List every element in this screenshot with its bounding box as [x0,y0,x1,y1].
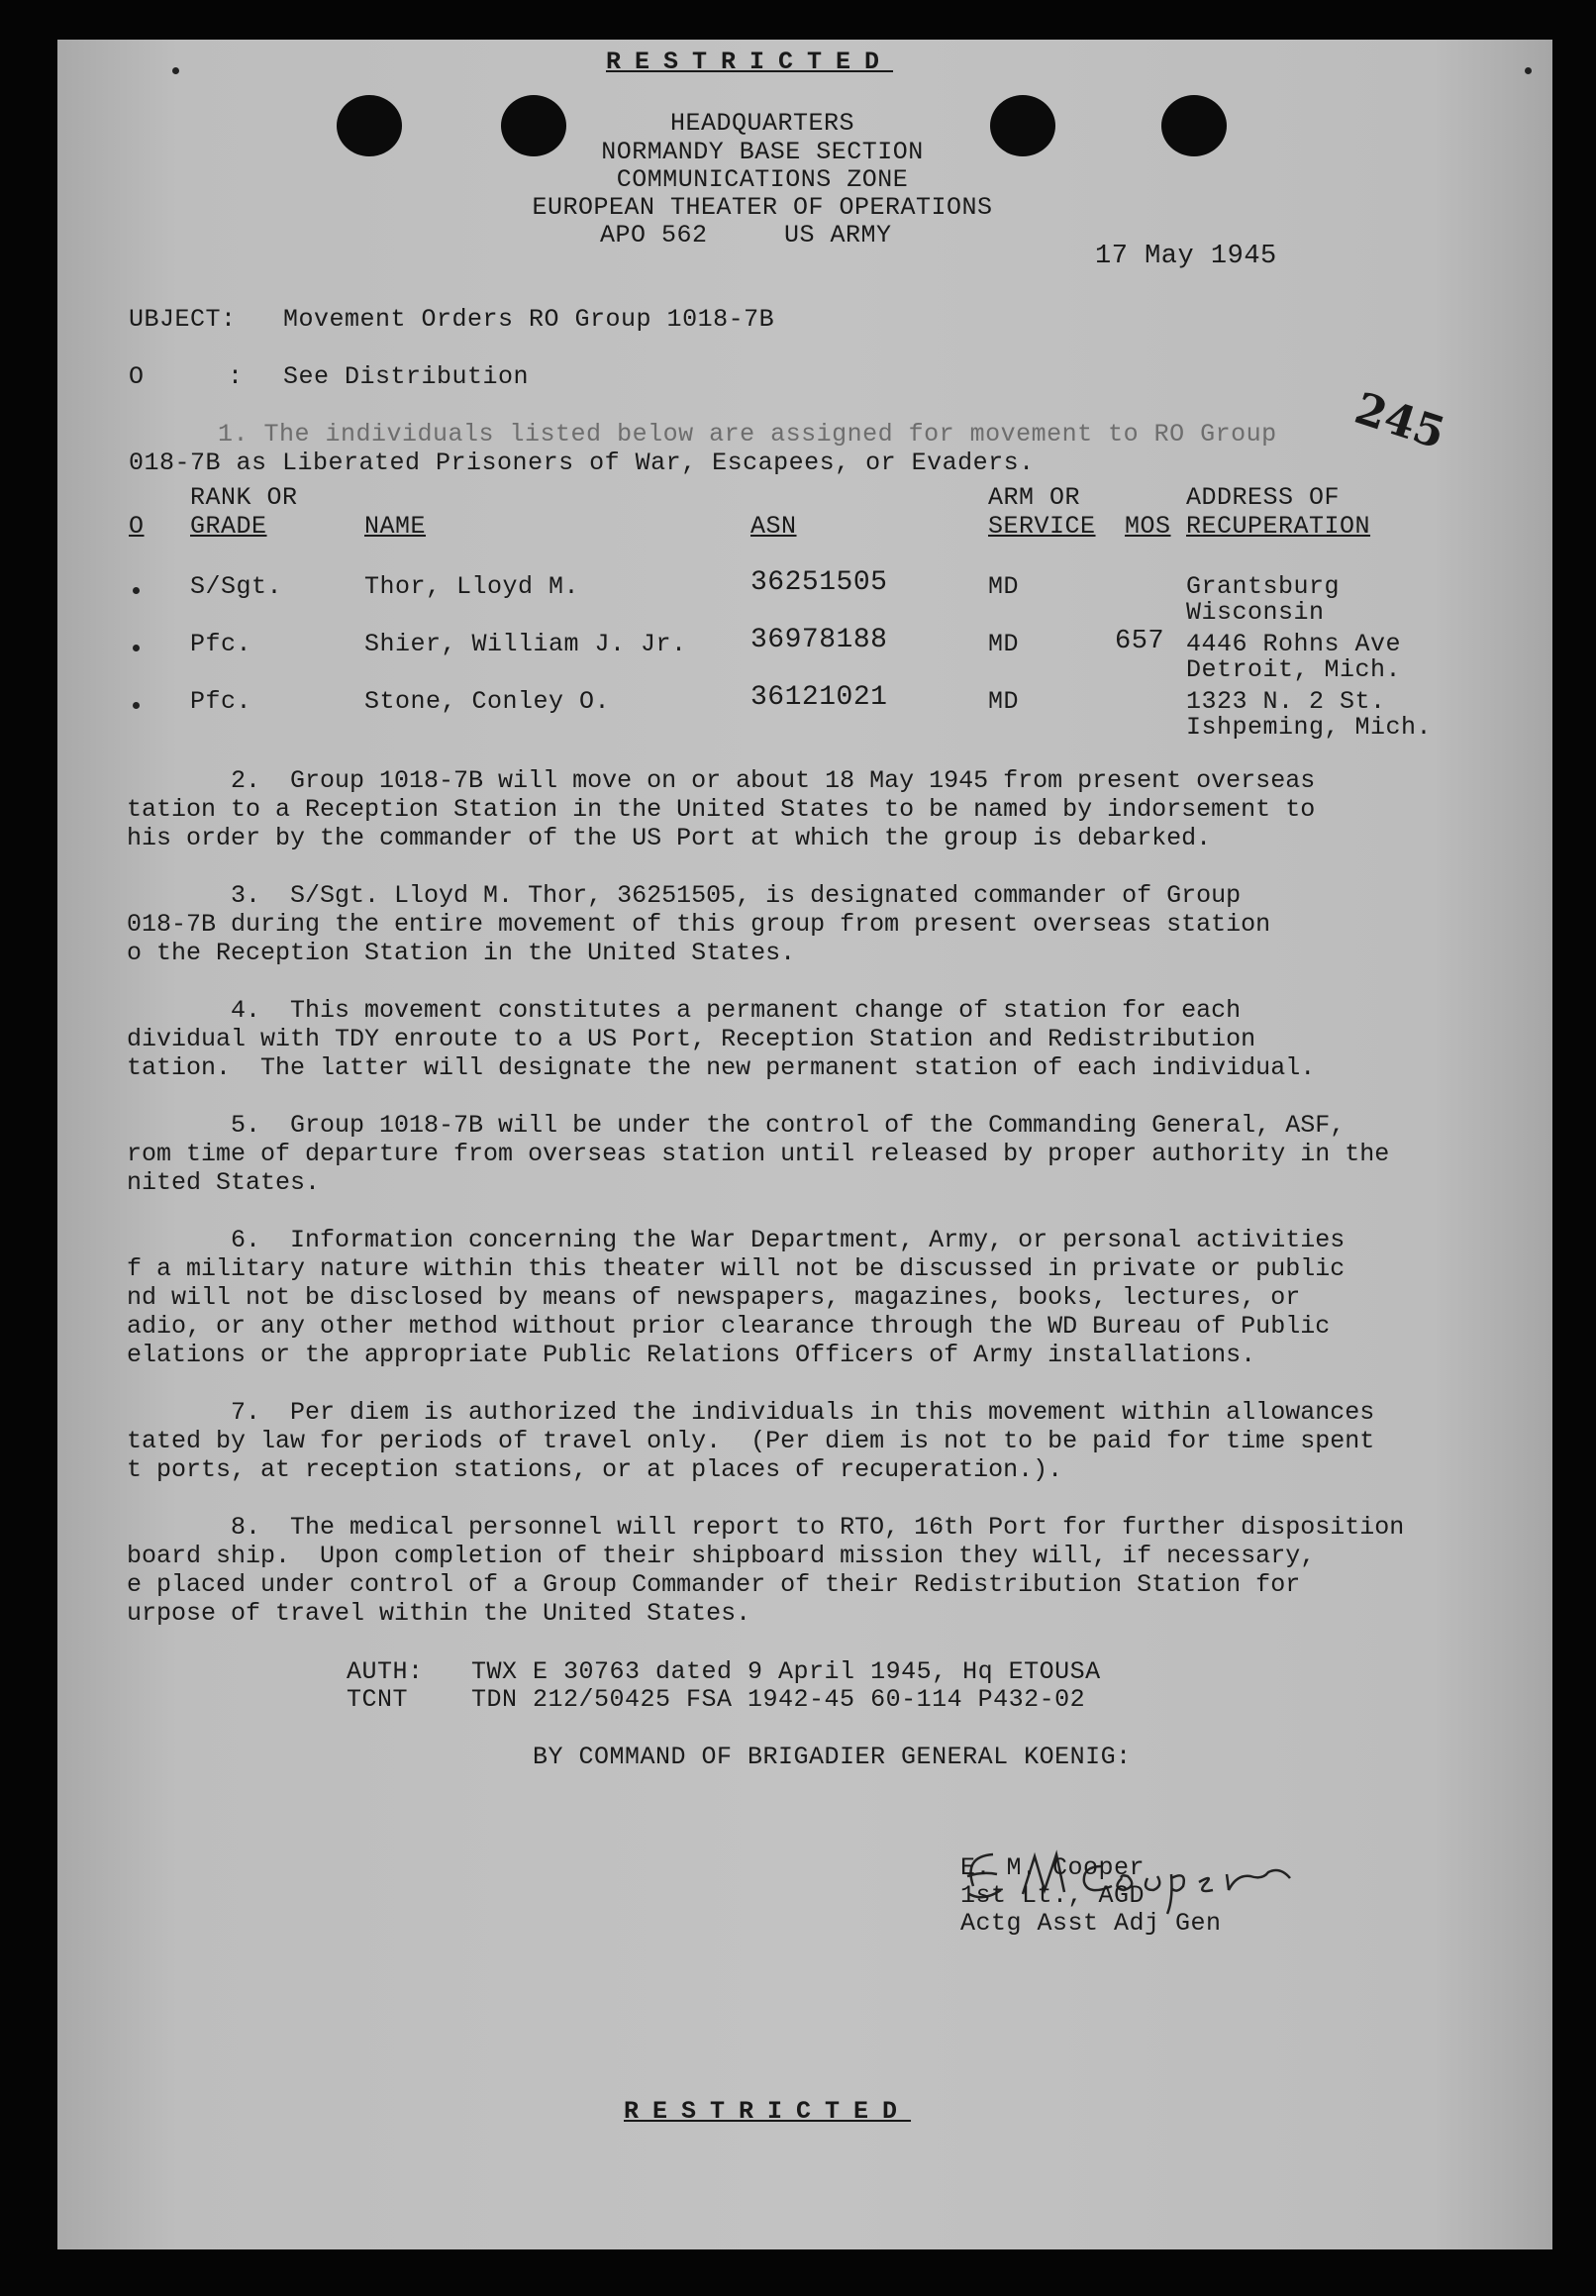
row-bullet [133,587,140,594]
auth-label: AUTH: [347,1657,424,1686]
page-number: 245 [1348,383,1451,459]
staple-mark [1525,67,1532,74]
to-label: O [129,362,145,391]
row-address-line-2: Detroit, Mich. [1186,655,1402,684]
row-asn: 36121021 [750,682,888,713]
paragraph-3: 3. S/Sgt. Lloyd M. Thor, 36251505, is designated commander of Group 018-7B during the entire movement of this group from present overseas station o the Reception Station in the United States. [127,881,1271,967]
header-line: COMMUNICATIONS ZONE [616,165,909,194]
row-rank: S/Sgt. [190,572,283,601]
signature-title: Actg Asst Adj Gen [960,1909,1222,1938]
punch-hole [337,95,402,156]
command-line: BY COMMAND OF BRIGADIER GENERAL KOENIG: [533,1743,1132,1771]
row-bullet [133,645,140,651]
apo-number: APO 562 [600,221,708,250]
col-header-mos: MOS [1125,512,1171,541]
row-address-line-1: 4446 Rohns Ave [1186,630,1402,658]
paragraph-4: 4. This movement constitutes a permanent change of station for each dividual with TDY enroute to a US Port, Reception Station and Redistribution tation. The latter will designate the new permanent station of each individual. [127,996,1316,1082]
subject-text: Movement Orders RO Group 1018-7B [283,305,775,334]
row-asn: 36251505 [750,567,888,598]
row-name: Thor, Lloyd M. [364,572,580,601]
col-header-recuperation: RECUPERATION [1186,512,1371,541]
col-header-asn: ASN [750,512,797,541]
row-address-line-1: Grantsburg [1186,572,1341,601]
paragraph-8: 8. The medical personnel will report to RTO, 16th Port for further disposition board ship. Upon completion of their shipboard mission they will, if necessary, e placed under control of a Group Commander of their Redistribution Station for urpose of travel within the United States. [127,1513,1405,1628]
row-mos: 657 [1115,627,1165,656]
row-name: Stone, Conley O. [364,687,611,716]
header-line: NORMANDY BASE SECTION [601,138,924,166]
col-header-grade: GRADE [190,512,267,541]
row-address-line-1: 1323 N. 2 St. [1186,687,1386,716]
to-colon: : [228,362,244,391]
paragraph-1-line-2: 018-7B as Liberated Prisoners of War, Escapees, or Evaders. [129,449,1035,477]
col-header-number: O [129,512,145,541]
tcnt-label: TCNT [347,1685,409,1714]
col-header-arm-top: ARM OR [988,483,1081,512]
col-header-rank-top: RANK OR [190,483,298,512]
row-address-line-2: Wisconsin [1186,598,1325,627]
subject-label: UBJECT: [129,305,237,334]
row-service: MD [988,687,1020,716]
signature-rank: 1st Lt., AGD [960,1881,1146,1910]
col-header-name: NAME [364,512,427,541]
row-address-line-2: Ishpeming, Mich. [1186,713,1433,742]
auth-text: TWX E 30763 dated 9 April 1945, Hq ETOUSA [471,1657,1101,1686]
signature-name: E. M. Cooper [960,1853,1146,1882]
classification-bottom: RESTRICTED [624,2097,912,2126]
col-header-service: SERVICE [988,512,1096,541]
row-rank: Pfc. [190,630,252,658]
header-line: EUROPEAN THEATER OF OPERATIONS [532,193,993,222]
staple-mark [172,67,179,74]
to-text: See Distribution [283,362,530,391]
row-service: MD [988,572,1020,601]
row-bullet [133,702,140,709]
paragraph-2: 2. Group 1018-7B will move on or about 18 May 1945 from present overseas tation to a Reception Station in the United States to be named by indorsement to his order by the commander of the US Port at which the group is debarked. [127,766,1316,852]
army-label: US ARMY [784,221,892,250]
paragraph-7: 7. Per diem is authorized the individuals in this movement within allowances tated by law for periods of travel only. (Per diem is not to be paid for time spent t ports, at reception stations, or at places of recuperation.). [127,1398,1375,1484]
classification-top: RESTRICTED [606,48,894,76]
paragraph-5: 5. Group 1018-7B will be under the control of the Commanding General, ASF, rom time of departure from overseas station until released by proper authority in the nited States. [127,1111,1390,1197]
document-date: 17 May 1945 [1095,242,1277,271]
paragraph-6: 6. Information concerning the War Department, Army, or personal activities f a military nature within this theater will not be discussed in private or public nd will not be disclosed by means of newspapers, magazines, books, lectures, or adio, or any other method without prior clearance through the WD Bureau of Public elations or the appropriate Public Relations Officers of Army installations. [127,1226,1346,1369]
header-line: HEADQUARTERS [669,109,855,138]
col-header-address-top: ADDRESS OF [1186,483,1341,512]
document-page [57,40,1552,2249]
row-service: MD [988,630,1020,658]
row-rank: Pfc. [190,687,252,716]
tcnt-text: TDN 212/50425 FSA 1942-45 60-114 P432-02 [471,1685,1086,1714]
row-asn: 36978188 [750,625,888,655]
punch-hole [1161,95,1227,156]
paragraph-1-line-1: 1. The individuals listed below are assigned for movement to RO Group [218,420,1277,449]
row-name: Shier, William J. Jr. [364,630,687,658]
